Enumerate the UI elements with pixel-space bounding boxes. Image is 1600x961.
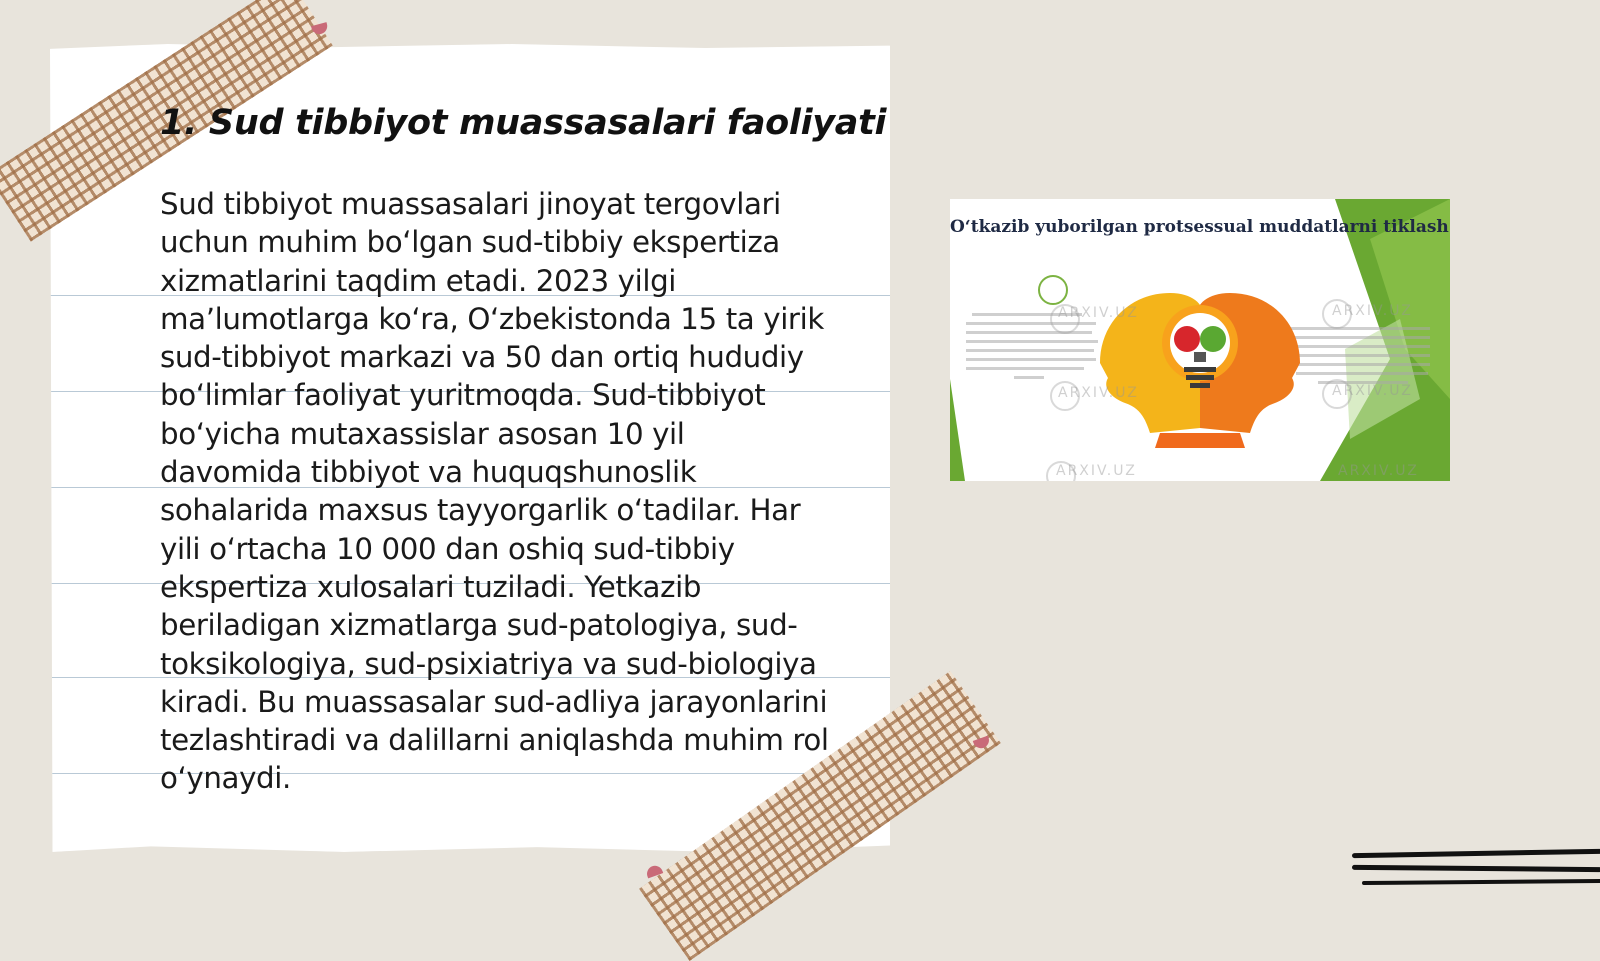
- slide-body-text: Sud tibbiyot muassasalari jinoyat tergovlari uchun muhim bo‘lgan sud-tibbiy ekspertiza xizmatlarini taqdim etadi. 2023 yilgi ma’lumotlarga ko‘ra, O‘zbekistonda 15 ta yirik sud-tibbiyot markazi va 50 dan ortiq hududiy bo‘limlar faoliyat yuritmoqda. Sud-tibbiyot bo‘yicha mutaxassislar asosan 10 yil davomida tibbiyot va huquqshunoslik sohalarida maxsus tayyorgarlik o‘tadilar. Har yili o‘rtacha 10 000 dan oshiq sud-tibbiy ekspertiza xulosalari tuziladi. Yetkazib beriladigan xizmatlarga sud-patologiya, sud-toksikologiya, sud-psixiatriya va sud-biologiya kiradi. Bu muassasalar sud-adliya jarayonlarini tezlashtiradi va dalillarni aniqlashda muhim rol o‘ynaydi.: [160, 187, 829, 796]
- decorative-stroke: [1352, 849, 1600, 858]
- decorative-stroke: [1352, 865, 1600, 872]
- blurred-text-left: [964, 309, 1104, 389]
- watermark-text: ARXIV.UZ: [1058, 385, 1139, 401]
- watermark-text: ARXIV.UZ: [1338, 463, 1419, 479]
- watermark-text: ARXIV.UZ: [1056, 463, 1137, 479]
- watermark-text: ARXIV.UZ: [1332, 303, 1413, 319]
- slide-title: 1. Sud tibbiyot muassasalari faoliyati: [160, 103, 887, 143]
- watermark-text: ARXIV.UZ: [1332, 383, 1413, 399]
- decorative-stroke: [1362, 879, 1600, 885]
- circle-icon: [1038, 275, 1068, 305]
- illustration-image: [950, 199, 1450, 481]
- image-title: O‘tkazib yuborilgan protsessual muddatlarni tiklash: [950, 217, 1449, 237]
- watermark-text: ARXIV.UZ: [1058, 305, 1139, 321]
